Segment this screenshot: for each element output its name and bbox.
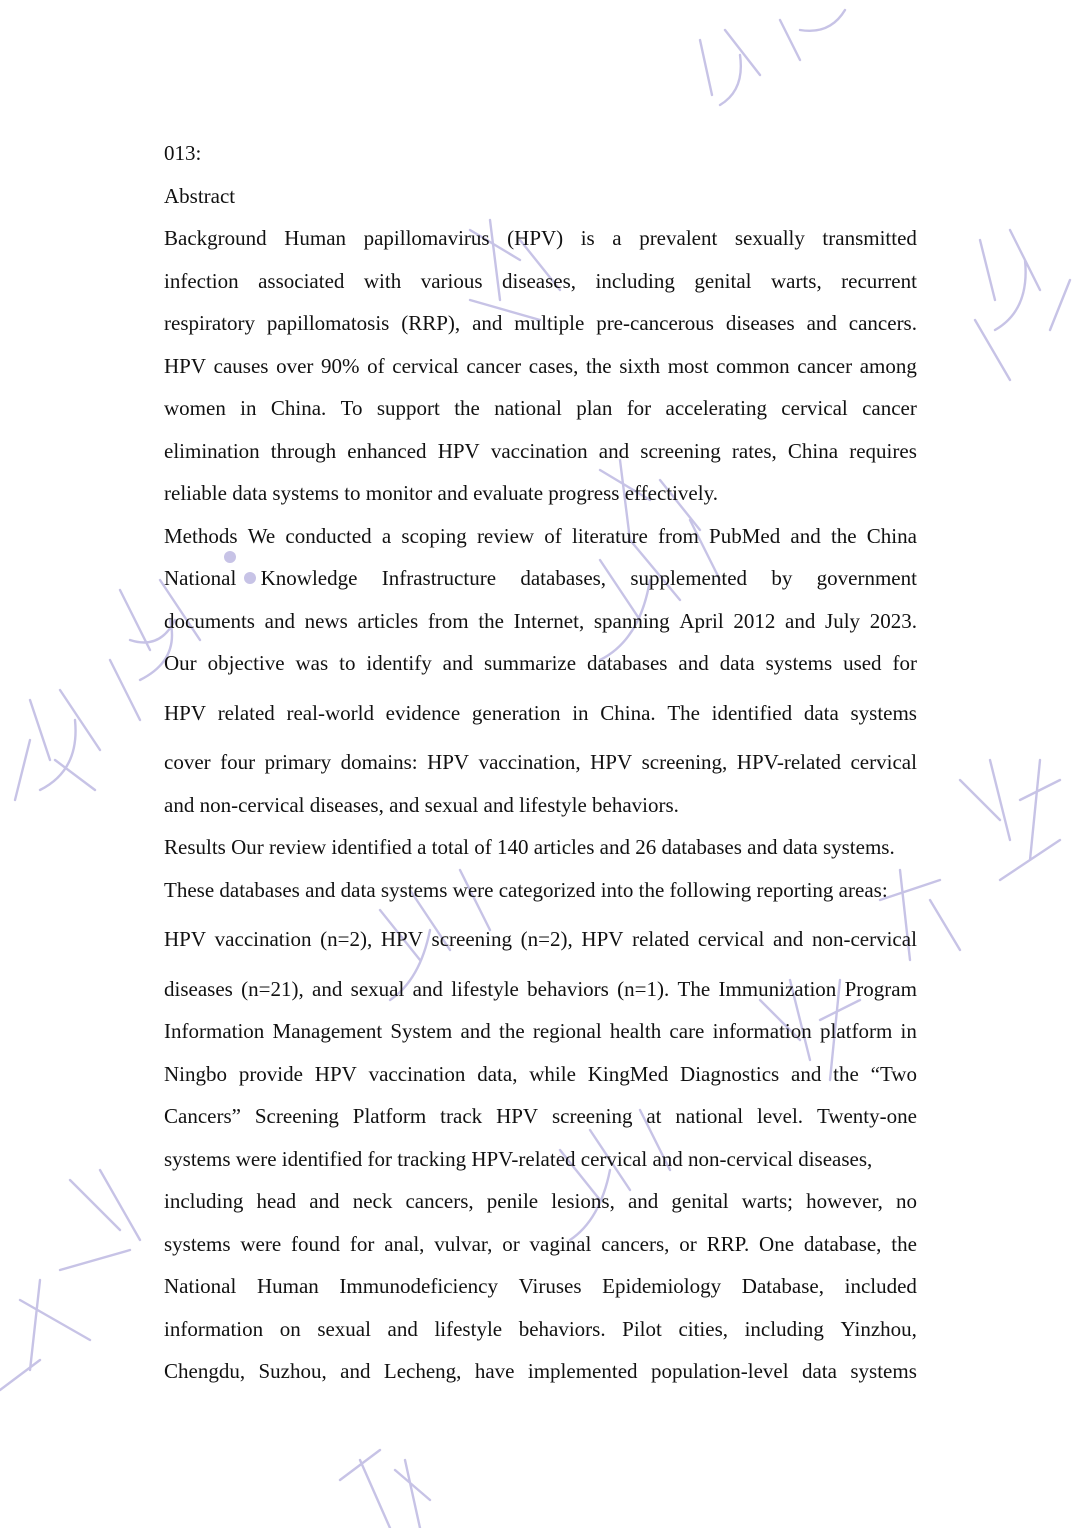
abstract-line [164, 747, 917, 777]
abstract-word: was [295, 651, 329, 675]
abstract-word: Management [272, 1019, 383, 1043]
abstract-line [164, 1229, 917, 1259]
abstract-word: spanning [593, 609, 670, 633]
abstract-word: neck [352, 1189, 393, 1213]
abstract-word: on [279, 1317, 301, 1341]
abstract-line: These databases and data systems were categorized into the following reporting areas: [164, 878, 888, 902]
abstract-word: vaccination, [478, 750, 581, 774]
abstract-word: papillomatosis [266, 311, 390, 335]
abstract-word: screening [551, 1104, 633, 1128]
abstract-word: Infrastructure [381, 566, 497, 590]
abstract-word: PubMed [709, 524, 781, 548]
abstract-word: summarize [483, 651, 577, 675]
abstract-word: Suzhou, [258, 1359, 327, 1383]
abstract-word: information [712, 1019, 812, 1043]
abstract-word: related [632, 927, 690, 951]
abstract-word: warts, [770, 269, 822, 293]
abstract-word: transmitted [822, 226, 917, 250]
abstract-word: implemented [527, 1359, 638, 1383]
abstract-word: most [667, 354, 709, 378]
abstract-word: lifestyle [451, 977, 519, 1001]
abstract-word: requires [849, 439, 917, 463]
abstract-word: July [825, 609, 861, 633]
abstract-line [164, 436, 917, 466]
abstract-word: cancer [797, 354, 853, 378]
abstract-word: cover [164, 750, 211, 774]
abstract-word: Lecheng, [383, 1359, 462, 1383]
abstract-word: lesions, [551, 1189, 615, 1213]
abstract-word: women [164, 396, 226, 420]
abstract-word: non-cervical [811, 927, 917, 951]
abstract-word: 2012 [733, 609, 776, 633]
abstract-word: Yinzhou, [840, 1317, 917, 1341]
abstract-word: data [801, 1359, 837, 1383]
abstract-word: at [646, 1104, 662, 1128]
abstract-word: HPV [437, 439, 480, 463]
abstract-word: KingMed [587, 1062, 669, 1086]
abstract-word: to [339, 651, 356, 675]
abstract-word: and [598, 439, 630, 463]
abstract-word: plan [576, 396, 613, 420]
abstract-word: Viruses [518, 1274, 582, 1298]
abstract-word: with [363, 269, 402, 293]
abstract-word: vaccination [490, 439, 588, 463]
abstract-word: population-level [650, 1359, 789, 1383]
abstract-word: lifestyle [434, 1317, 503, 1341]
abstract-word: among [859, 354, 917, 378]
abstract-word: National [164, 1274, 237, 1298]
abstract-word: objective [207, 651, 285, 675]
abstract-word: generation [471, 701, 561, 725]
abstract-line [164, 974, 917, 1004]
abstract-word: while [529, 1062, 576, 1086]
abstract-word: and [442, 651, 473, 675]
abstract-line: Results Our review identified a total of 140 articles and 26 databases and data systems. [164, 835, 895, 859]
abstract-word: and [678, 651, 709, 675]
abstract-word: Human [284, 226, 347, 250]
abstract-word: literature [571, 524, 648, 548]
abstract-word: RRP. [706, 1232, 750, 1256]
abstract-word: and [627, 1189, 659, 1213]
abstract-word: HPV [164, 927, 207, 951]
abstract-word: support [376, 396, 440, 420]
abstract-word: four [220, 750, 256, 774]
abstract-line [164, 648, 917, 678]
abstract-word: HPV [427, 750, 470, 774]
abstract-word: cancers, [405, 1189, 474, 1213]
abstract-word: through [270, 439, 337, 463]
abstract-word: sexual [317, 1317, 371, 1341]
abstract-word: Database, [741, 1274, 824, 1298]
abstract-word: and [806, 311, 837, 335]
abstract-word: cancers. [848, 311, 917, 335]
abstract-word: respiratory [164, 311, 255, 335]
abstract-word: in [572, 701, 589, 725]
abstract-word: data [719, 651, 755, 675]
abstract-word: review [476, 524, 535, 548]
abstract-word: Ningbo [164, 1062, 227, 1086]
abstract-word: track [440, 1104, 483, 1128]
abstract-word: To [340, 396, 363, 420]
abstract-word: data, [477, 1062, 518, 1086]
abstract-word: infection [164, 269, 239, 293]
abstract-word: cancer [466, 354, 522, 378]
abstract-word: identified [711, 701, 793, 725]
abstract-word: provide [238, 1062, 303, 1086]
abstract-word: in [240, 396, 257, 420]
abstract-word: cancers, [601, 1232, 670, 1256]
abstract-word: Twenty-one [816, 1104, 917, 1128]
abstract-word: (n=1). [617, 977, 670, 1001]
abstract-heading: Abstract [164, 184, 236, 208]
abstract-word: (HPV) [507, 226, 564, 250]
abstract-line [164, 1016, 917, 1046]
abstract-word: database, [803, 1232, 882, 1256]
abstract-word: enhanced [347, 439, 427, 463]
abstract-word: news [304, 609, 348, 633]
abstract-word: the [454, 396, 480, 420]
abstract-word: including [595, 269, 675, 293]
abstract-word: of [367, 354, 385, 378]
abstract-word: Program [844, 977, 917, 1001]
abstract-word: China. [600, 701, 656, 725]
abstract-word: HPV [164, 701, 207, 725]
abstract-word: real-world [286, 701, 374, 725]
document-number: 013: [164, 141, 202, 165]
abstract-word: We [247, 524, 276, 548]
abstract-word: related [217, 701, 275, 725]
abstract-line: systems were identified for tracking HPV-related cervical and non-cervical diseases, [164, 1147, 873, 1171]
abstract-word: diseases, [501, 269, 577, 293]
abstract-word: associated [258, 269, 345, 293]
abstract-word: a [612, 226, 622, 250]
abstract-word: regional [532, 1019, 602, 1043]
abstract-word: causes [213, 354, 269, 378]
abstract-word: Methods [164, 524, 238, 548]
abstract-word: databases [587, 651, 668, 675]
abstract-word: papillomavirus [363, 226, 490, 250]
abstract-word: screening [640, 439, 721, 463]
abstract-line [164, 266, 917, 296]
abstract-word: scoping [401, 524, 467, 548]
abstract-word: cervical [392, 354, 459, 378]
abstract-line [164, 1356, 917, 1386]
abstract-word: sixth [619, 354, 661, 378]
abstract-line [164, 308, 917, 338]
abstract-word: identify [366, 651, 432, 675]
abstract-word: for [892, 651, 917, 675]
abstract-word: government [816, 566, 917, 590]
abstract-line [164, 521, 917, 551]
abstract-word: information [164, 1317, 264, 1341]
abstract-word: systems [164, 1232, 231, 1256]
abstract-word: vaginal [529, 1232, 592, 1256]
abstract-word: elimination [164, 439, 260, 463]
abstract-word: in [900, 1019, 917, 1043]
abstract-line [164, 1314, 917, 1344]
abstract-word: systems [850, 701, 917, 725]
abstract-word: by [771, 566, 793, 590]
abstract-word: multiple [514, 311, 585, 335]
abstract-word: national [675, 1104, 744, 1128]
abstract-word: cities, [678, 1317, 729, 1341]
abstract-word: platform [819, 1019, 893, 1043]
abstract-word: cervical [781, 396, 848, 420]
abstract-word: vulvar, [434, 1232, 493, 1256]
abstract-word: from [657, 524, 699, 548]
abstract-word: and [264, 609, 295, 633]
abstract-word: Immunization [718, 977, 837, 1001]
abstract-word: and [785, 609, 816, 633]
abstract-word: China [787, 439, 839, 463]
abstract-word: pre-cancerous [596, 311, 714, 335]
abstract-word: databases, [520, 566, 607, 590]
abstract-word: (n=21), [241, 977, 304, 1001]
abstract-word: common [716, 354, 790, 378]
abstract-word: (RRP), [401, 311, 461, 335]
abstract-word: of [544, 524, 562, 548]
abstract-word: no [895, 1189, 917, 1213]
abstract-word: various [420, 269, 483, 293]
abstract-line [164, 563, 917, 593]
abstract-line [164, 924, 917, 954]
abstract-word: conducted [285, 524, 372, 548]
abstract-word: China. [270, 396, 327, 420]
abstract-word: Epidemiology [602, 1274, 722, 1298]
abstract-word: the [833, 1062, 859, 1086]
abstract-word: sexual [350, 977, 405, 1001]
abstract-word: HPV [164, 354, 207, 378]
abstract-word: Information [164, 1019, 265, 1043]
abstract-word: for [626, 396, 652, 420]
abstract-word: used [843, 651, 882, 675]
abstract-word: from [427, 609, 469, 633]
abstract-word: and [472, 311, 503, 335]
abstract-word: cervical [697, 927, 765, 951]
abstract-word: warts; [741, 1189, 794, 1213]
abstract-word: screening [431, 927, 513, 951]
abstract-word: the [585, 354, 612, 378]
abstract-word: HPV [380, 927, 423, 951]
abstract-word: Platform [352, 1104, 427, 1128]
abstract-word: or [679, 1232, 697, 1256]
abstract-word: behaviors [527, 977, 609, 1001]
abstract-word: 90% [321, 354, 360, 378]
abstract-word: a [381, 524, 392, 548]
abstract-word: anal, [384, 1232, 425, 1256]
abstract-word: the [891, 1232, 917, 1256]
abstract-word: the [478, 609, 504, 633]
abstract-word: penile [486, 1189, 539, 1213]
abstract-word: and [387, 1317, 418, 1341]
abstract-word: (n=2), [320, 927, 373, 951]
abstract-word: and [309, 1189, 340, 1213]
abstract-word: genital [671, 1189, 729, 1213]
abstract-word: head [256, 1189, 297, 1213]
abstract-word: documents [164, 609, 255, 633]
abstract-word: and [790, 524, 821, 548]
abstract-word: One [759, 1232, 795, 1256]
abstract-word: the [498, 1019, 525, 1043]
abstract-word: articles [357, 609, 419, 633]
abstract-word: Our [164, 651, 197, 675]
abstract-word: have [474, 1359, 515, 1383]
abstract-word: data [803, 701, 839, 725]
abstract-word: Immunodeficiency [339, 1274, 498, 1298]
abstract-word: level. [756, 1104, 804, 1128]
abstract-word: cancer [862, 396, 917, 420]
abstract-word: domains: [340, 750, 418, 774]
abstract-word: included [844, 1274, 917, 1298]
abstract-line [164, 1059, 917, 1089]
abstract-word: genital [694, 269, 752, 293]
abstract-word: and [772, 927, 804, 951]
abstract-word: HPV [314, 1062, 357, 1086]
abstract-word: The [677, 977, 711, 1001]
abstract-line [164, 1101, 917, 1131]
abstract-word: Cancers” [164, 1104, 241, 1128]
abstract-word: prevalent [639, 226, 718, 250]
abstract-word: diseases [164, 977, 233, 1001]
abstract-word: Chengdu, [164, 1359, 246, 1383]
abstract-word: Knowledge [260, 566, 358, 590]
abstract-word: however, [806, 1189, 883, 1213]
abstract-word: is [580, 226, 595, 250]
abstract-word: cases, [528, 354, 579, 378]
abstract-word: China [866, 524, 917, 548]
abstract-line [164, 606, 917, 636]
abstract-word: System [390, 1019, 453, 1043]
abstract-line [164, 393, 917, 423]
abstract-word: Screening [254, 1104, 339, 1128]
abstract-word: HPV-related [736, 750, 841, 774]
abstract-word: Background [164, 226, 267, 250]
abstract-word: and [312, 977, 343, 1001]
abstract-word: national [494, 396, 562, 420]
abstract-word: sexually [734, 226, 805, 250]
abstract-word: including [164, 1189, 244, 1213]
abstract-word: cervical [850, 750, 917, 774]
abstract-word: including [744, 1317, 824, 1341]
abstract-word: evidence [385, 701, 461, 725]
abstract-word: Pilot [622, 1317, 662, 1341]
abstract-word: and [412, 977, 443, 1001]
abstract-line [164, 1271, 917, 1301]
abstract-word: and [340, 1359, 371, 1383]
abstract-word: primary [264, 750, 332, 774]
abstract-word: Diagnostics [680, 1062, 780, 1086]
abstract-word: over [276, 354, 314, 378]
abstract-word: for [349, 1232, 375, 1256]
abstract-word: Internet, [513, 609, 585, 633]
abstract-word: health [609, 1019, 662, 1043]
abstract-word: behaviors. [518, 1317, 606, 1341]
abstract-word: vaccination [368, 1062, 466, 1086]
abstract-word: Human [256, 1274, 319, 1298]
abstract-word: or [502, 1232, 520, 1256]
abstract-word: systems [765, 651, 833, 675]
abstract-word: HPV [496, 1104, 539, 1128]
abstract-word: supplemented [630, 566, 748, 590]
abstract-word: care [669, 1019, 705, 1043]
abstract-word: The [667, 701, 700, 725]
abstract-line [164, 223, 917, 253]
abstract-line: and non-cervical diseases, and sexual and lifestyle behaviors. [164, 793, 679, 817]
abstract-word: April [679, 609, 724, 633]
abstract-word: “Two [870, 1062, 917, 1086]
abstract-word: were [240, 1232, 282, 1256]
abstract-word: rates, [731, 439, 777, 463]
abstract-word: (n=2), [520, 927, 573, 951]
abstract-line [164, 1186, 917, 1216]
abstract-word: the [830, 524, 857, 548]
abstract-word: HPV [581, 927, 624, 951]
abstract-word: vaccination [214, 927, 312, 951]
abstract-line [164, 351, 917, 381]
abstract-word: HPV [590, 750, 633, 774]
abstract-word: screening, [641, 750, 728, 774]
abstract-line: reliable data systems to monitor and evaluate progress effectively. [164, 481, 718, 505]
abstract-word: and [791, 1062, 822, 1086]
abstract-word: 2023. [869, 609, 917, 633]
abstract-word: accelerating [665, 396, 767, 420]
abstract-word: diseases [725, 311, 795, 335]
abstract-word: National [164, 566, 237, 590]
abstract-line [164, 698, 917, 728]
abstract-word: and [460, 1019, 491, 1043]
abstract-word: found [291, 1232, 341, 1256]
abstract-word: systems [850, 1359, 917, 1383]
abstract-word: recurrent [841, 269, 917, 293]
